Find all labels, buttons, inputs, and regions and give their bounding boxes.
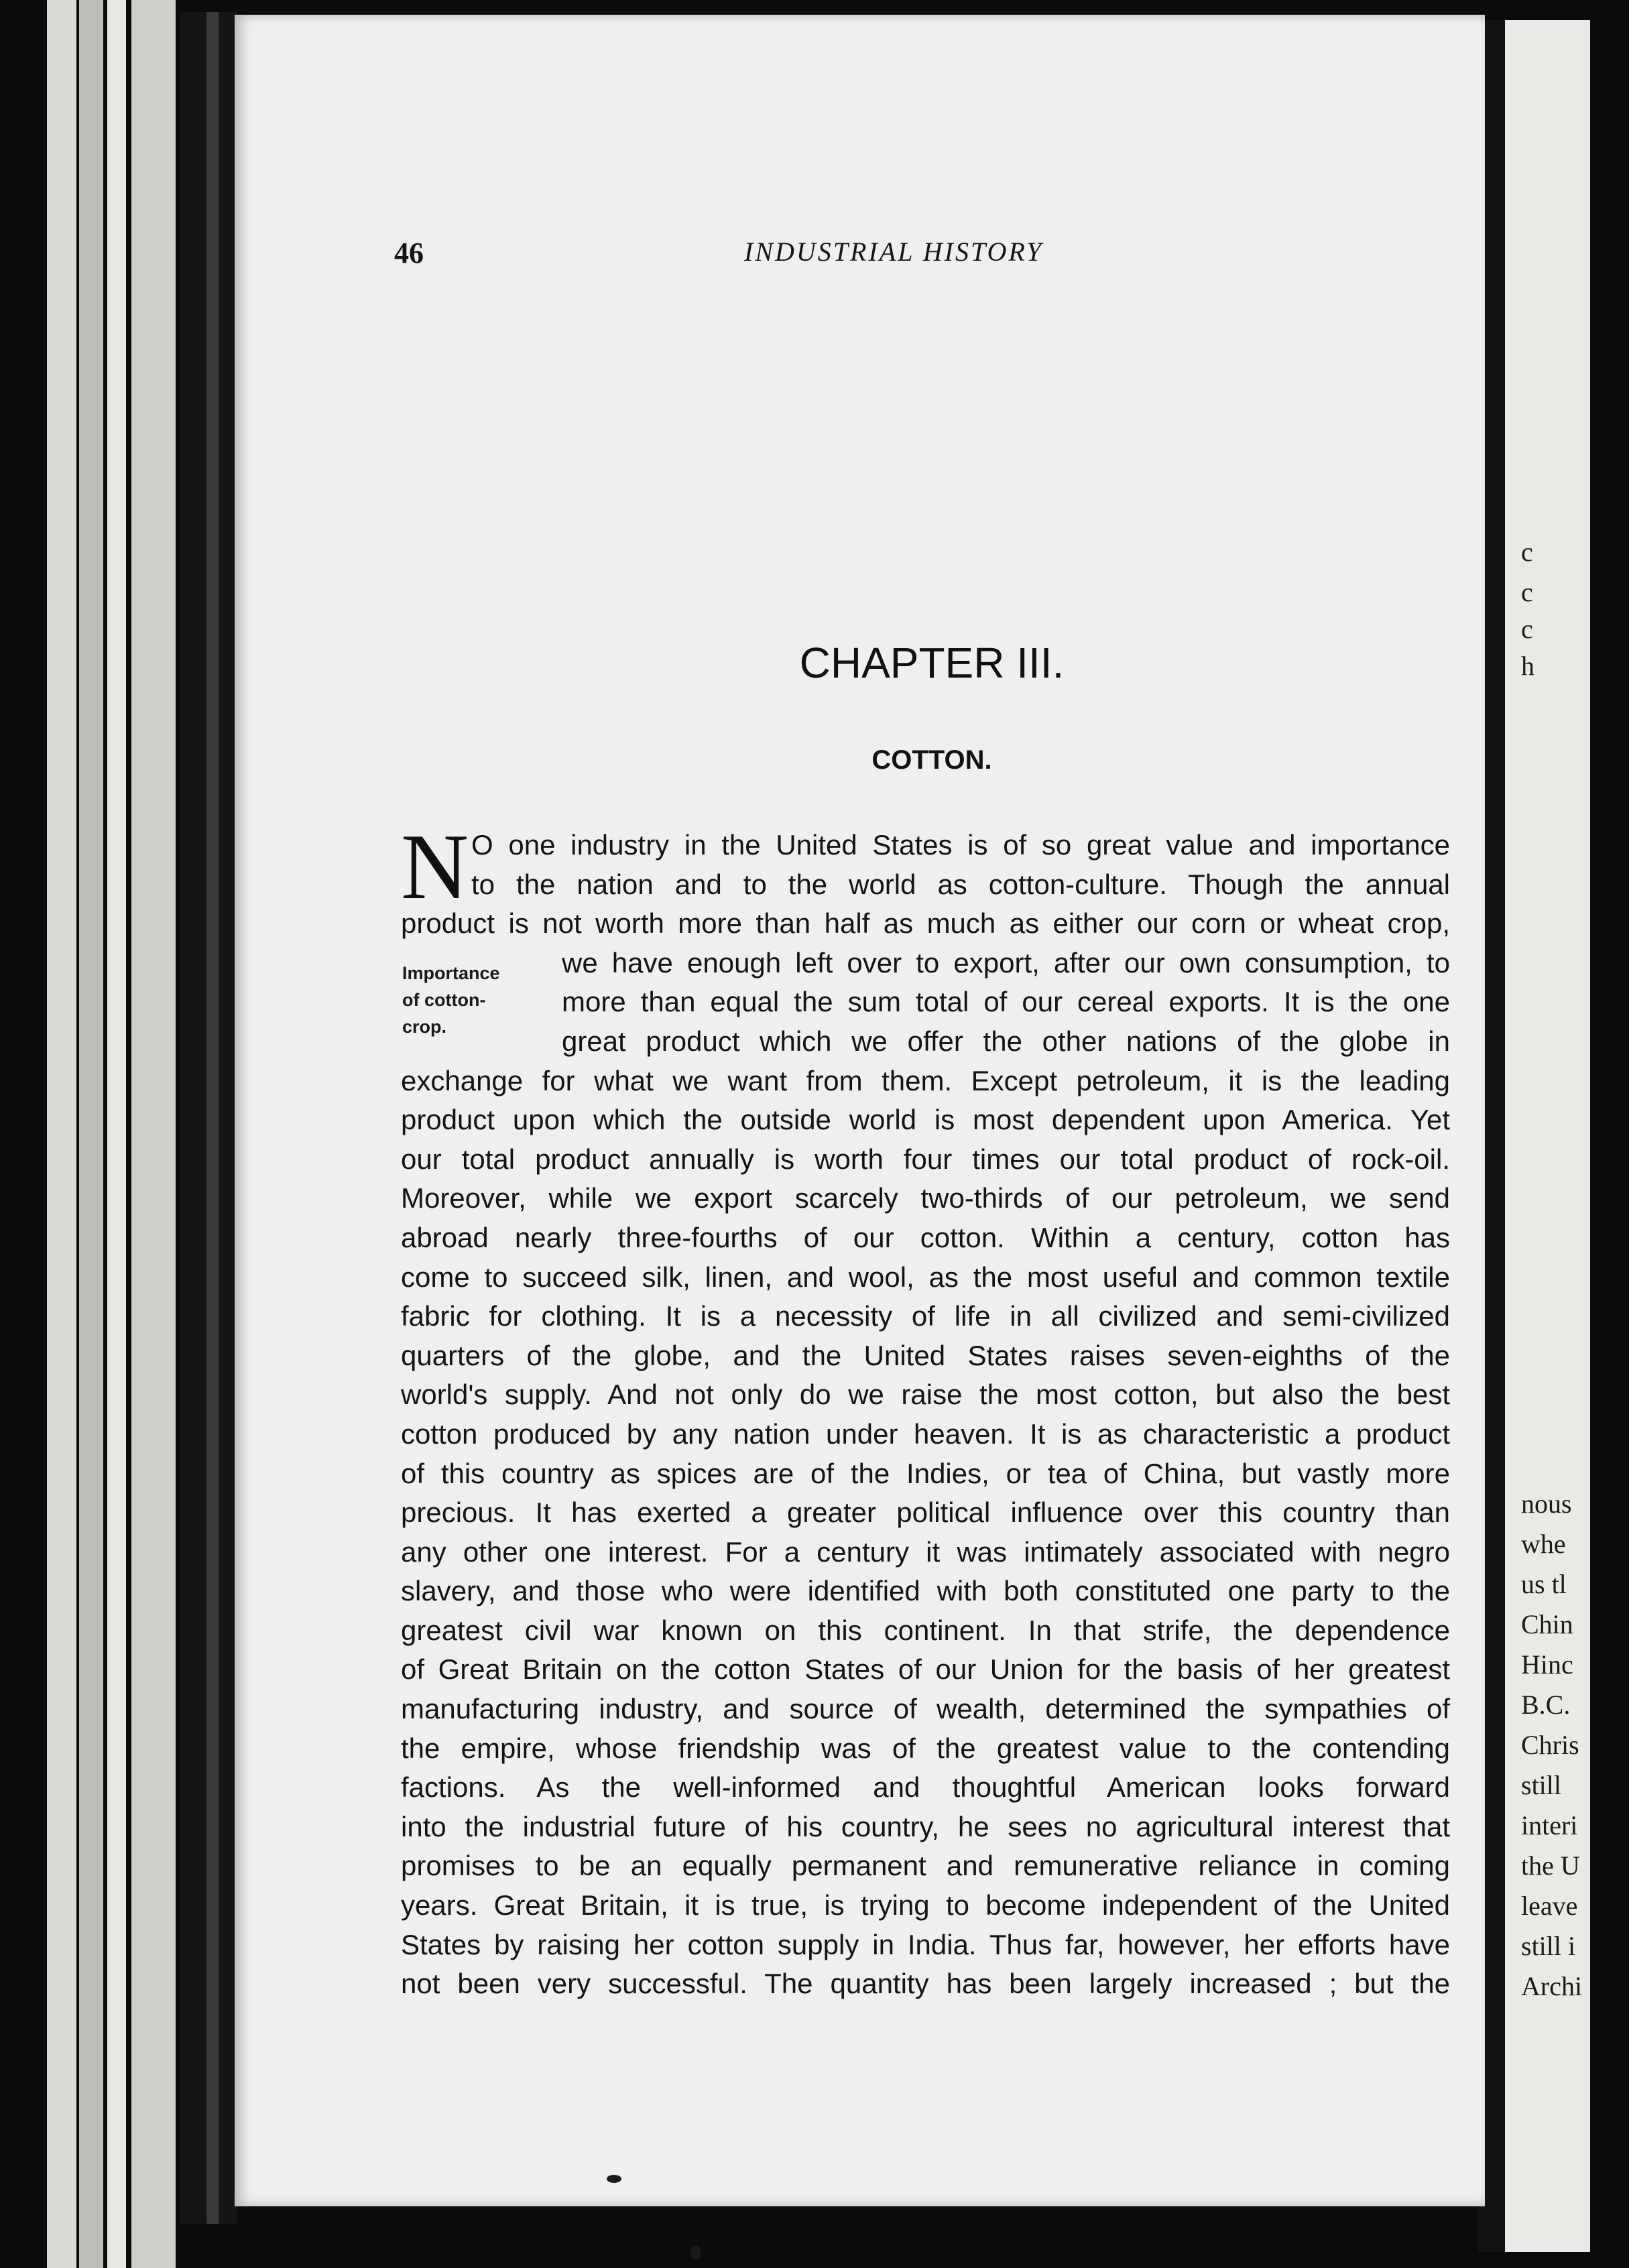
- facing-page-fragment: the U: [1521, 1850, 1580, 1881]
- page-edge: [47, 0, 76, 2268]
- book-binding: [180, 12, 237, 2224]
- facing-page-fragment: still i: [1521, 1931, 1576, 1961]
- book-page: [235, 15, 1485, 2206]
- body-line: precious. It has exerted a greater political influence over this country than: [401, 1497, 1450, 1529]
- body-line: abroad nearly three-fourths of our cotton. Within a century, cotton has: [401, 1221, 1450, 1253]
- facing-page-fragment: B.C.: [1521, 1690, 1571, 1720]
- body-line: we have enough left over to export, after our own consumption, to: [562, 946, 1450, 979]
- facing-page-fragment: whe: [1521, 1529, 1566, 1559]
- facing-page-fragment: still: [1521, 1770, 1562, 1800]
- facing-page-fragment: c: [1521, 577, 1533, 607]
- margin-note-line: crop.: [402, 1017, 447, 1037]
- facing-page-fragment: Hinc: [1521, 1649, 1573, 1680]
- facing-page-fragment: Archi: [1521, 1971, 1583, 2001]
- body-line: come to succeed silk, linen, and wool, as the most useful and common textile: [401, 1261, 1450, 1293]
- body-paragraph: [401, 815, 1450, 2004]
- facing-page-fragment: h: [1521, 651, 1534, 681]
- body-line: product upon which the outside world is most dependent upon America. Yet: [401, 1104, 1450, 1136]
- chapter-title: COTTON.: [871, 745, 992, 775]
- facing-page-fragment: us tl: [1521, 1569, 1567, 1599]
- body-line: cotton produced by any nation under heaven. It is as characteristic a product: [401, 1418, 1450, 1450]
- margin-note-line: Importance: [402, 963, 500, 983]
- page-edge: [131, 0, 176, 2268]
- body-line: not been very successful. The quantity has been largely increased ; but the: [401, 1968, 1450, 2000]
- body-line: promises to be an equally permanent and remunerative reliance in coming: [401, 1850, 1450, 1882]
- body-line: slavery, and those who were identified with both constituted one party to the: [401, 1575, 1450, 1607]
- body-line: of this country as spices are of the Indies, or tea of China, but vastly more: [401, 1457, 1450, 1489]
- facing-page: [1478, 20, 1590, 2252]
- body-line: greatest civil war known on this continent. In that strife, the dependence: [401, 1614, 1450, 1646]
- scan-smudge: [690, 2245, 701, 2260]
- body-line: more than equal the sum total of our cereal exports. It is the one: [562, 986, 1450, 1018]
- body-line: years. Great Britain, it is true, is trying to become independent of the United: [401, 1889, 1450, 1922]
- body-line: of Great Britain on the cotton States of our Union for the basis of her greatest: [401, 1653, 1450, 1686]
- body-line: into the industrial future of his country, he sees no agricultural interest that: [401, 1810, 1450, 1842]
- body-line: world's supply. And not only do we raise the most cotton, but also the best: [401, 1379, 1450, 1411]
- body-line: product is not worth more than half as much as either our corn or wheat crop,: [401, 907, 1450, 940]
- body-line: exchange for what we want from them. Except petroleum, it is the leading: [401, 1064, 1450, 1096]
- page-edge: [107, 0, 126, 2268]
- drop-cap: N: [401, 815, 469, 919]
- page-edge: [79, 0, 103, 2268]
- body-line: the empire, whose friendship was of the greatest value to the contending: [401, 1732, 1450, 1764]
- running-title: INDUSTRIAL HISTORY: [744, 237, 1044, 267]
- body-line: fabric for clothing. It is a necessity of life in all civilized and semi-civilized: [401, 1300, 1450, 1332]
- body-line: great product which we offer the other nations of the globe in: [562, 1025, 1450, 1057]
- page-number: 46: [394, 237, 424, 269]
- facing-page-fragment: Chin: [1521, 1609, 1573, 1639]
- margin-note-line: of cotton-: [402, 990, 486, 1010]
- body-line: quarters of the globe, and the United States raises seven-eighths of the: [401, 1339, 1450, 1371]
- body-line: O one industry in the United States is of so great value and importance: [471, 829, 1450, 861]
- facing-page-fragment: c: [1521, 537, 1533, 567]
- body-line: our total product annually is worth four times our total product of rock-oil.: [401, 1143, 1450, 1175]
- body-line: to the nation and to the world as cotton-culture. Though the annual: [471, 868, 1450, 900]
- scan-smudge: [607, 2175, 621, 2183]
- facing-page-fragment: nous: [1521, 1489, 1572, 1519]
- body-line: manufacturing industry, and source of wealth, determined the sympathies of: [401, 1693, 1450, 1725]
- body-line: Moreover, while we export scarcely two-thirds of our petroleum, we send: [401, 1182, 1450, 1214]
- facing-page-fragment: interi: [1521, 1810, 1578, 1840]
- body-line: factions. As the well-informed and thoughtful American looks forward: [401, 1771, 1450, 1804]
- facing-page-fragment: c: [1521, 614, 1533, 644]
- facing-page-fragment: leave: [1521, 1891, 1578, 1921]
- body-line: States by raising her cotton supply in India. Thus far, however, her efforts have: [401, 1928, 1450, 1960]
- facing-page-fragment: Chris: [1521, 1730, 1579, 1760]
- body-line: any other one interest. For a century it was intimately associated with negro: [401, 1535, 1450, 1568]
- chapter-heading: CHAPTER III.: [799, 639, 1065, 687]
